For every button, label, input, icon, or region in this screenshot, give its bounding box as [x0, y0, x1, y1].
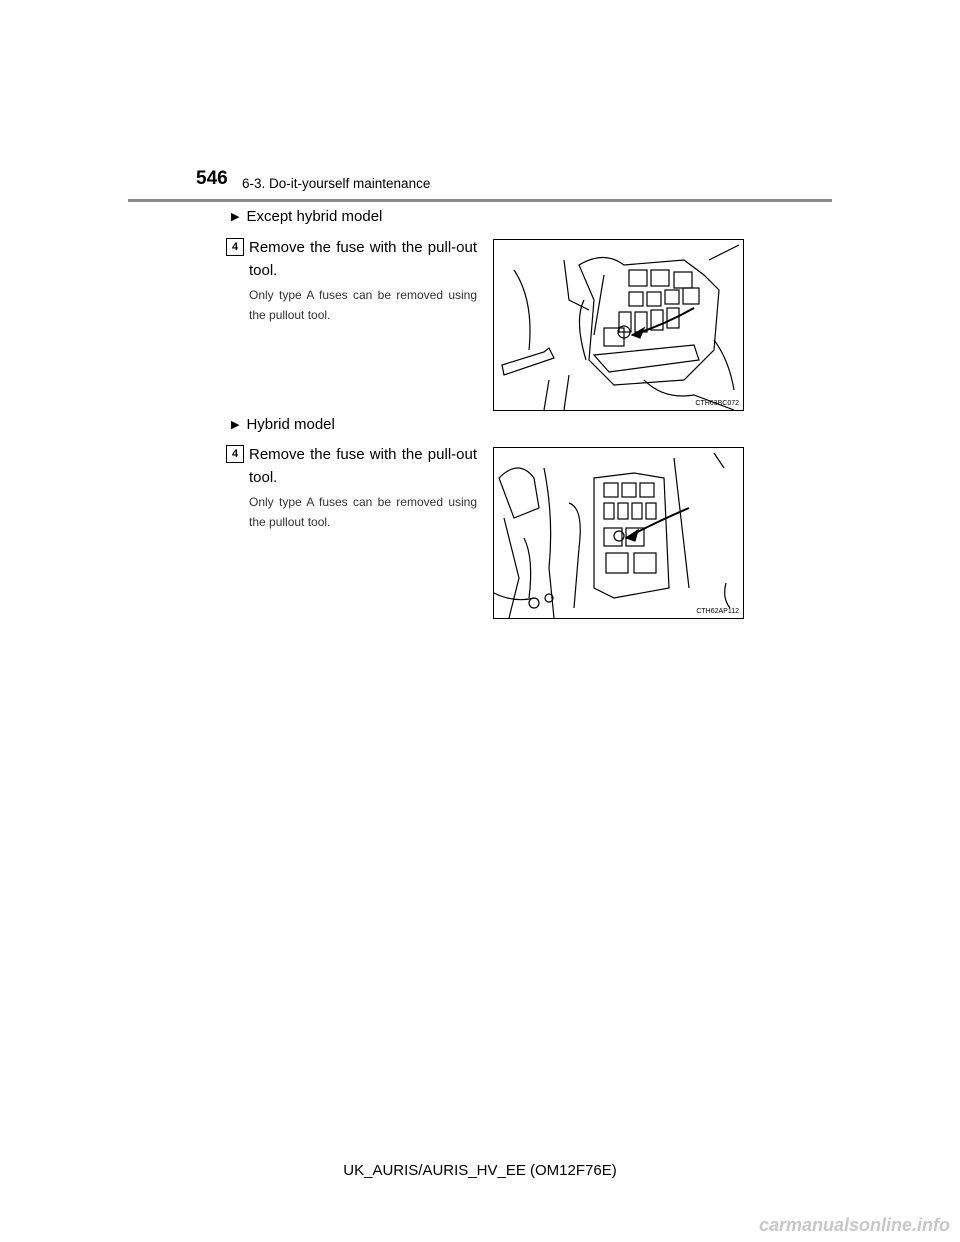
model-heading-label: Hybrid model: [246, 416, 335, 433]
figure-code: CTH62AP112: [696, 608, 739, 615]
section-title: 6-3. Do-it-yourself maintenance: [242, 176, 431, 191]
fuse-box-illustration: [494, 448, 743, 618]
figure-fuse-box-hybrid: [493, 447, 744, 619]
model-heading-label: Except hybrid model: [246, 208, 383, 225]
watermark-link[interactable]: carmanualsonline.info: [758, 1215, 950, 1235]
step-instruction: Remove the fuse with the pull-out tool.: [249, 239, 477, 279]
figure-fuse-box-non-hybrid: [493, 239, 744, 411]
header-divider: [128, 199, 832, 202]
triangle-bullet-icon: ▶: [231, 211, 240, 223]
fuse-box-illustration: [494, 240, 743, 410]
step-note: Only type A fuses can be removed using the pullout tool.: [249, 288, 477, 322]
step-number-box: 4: [226, 445, 244, 463]
step-instruction: Remove the fuse with the pull-out tool.: [249, 446, 477, 486]
footer-model-code: UK_AURIS/AURIS_HV_EE (OM12F76E): [343, 1162, 617, 1179]
step-note: Only type A fuses can be removed using the pullout tool.: [249, 495, 477, 529]
figure-code: CTH63BC072: [695, 400, 739, 407]
model-heading-hybrid: [231, 416, 335, 433]
page-number: 546: [196, 168, 228, 189]
step-number-box: 4: [226, 238, 244, 256]
triangle-bullet-icon: ▶: [231, 419, 240, 431]
model-heading-non-hybrid: [231, 208, 382, 225]
